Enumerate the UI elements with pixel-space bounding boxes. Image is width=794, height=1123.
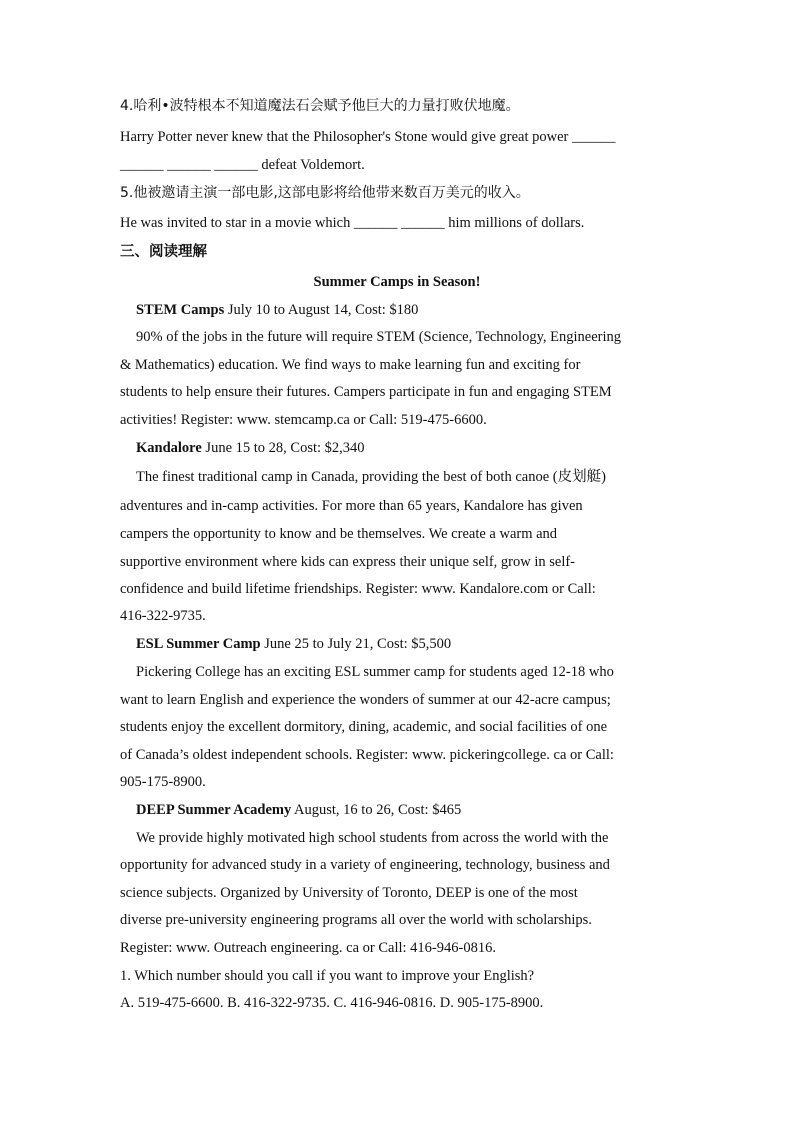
q4-english-line2: ______ ______ ______ defeat Voldemort. <box>120 157 365 173</box>
camp-deep-line: We provide highly motivated high school students from across the world with the <box>136 830 609 846</box>
camp-kandalore-line: adventures and in-camp activities. For more than 65 years, Kandalore has given <box>120 498 583 514</box>
camp-deep-line: science subjects. Organized by University of Toronto, DEEP is one of the most <box>120 885 578 901</box>
camp-kandalore-line: 416-322-9735. <box>120 608 206 624</box>
camp-header-deep <box>136 800 461 820</box>
camp-stem-line: students to help ensure their futures. Campers participate in fun and engaging STEM <box>120 384 612 400</box>
section-heading: 三、阅读理解 <box>120 244 207 260</box>
camp-info: August, 16 to 26, Cost: $465 <box>291 802 462 818</box>
camp-kandalore-line: confidence and build lifetime friendships. Register: www. Kandalore.com or Call: <box>120 581 596 597</box>
question-1-options: A. 519-475-6600. B. 416-322-9735. C. 416-946-0816. D. 905-175-8900. <box>120 995 544 1011</box>
camp-esl-line: of Canada’s oldest independent schools. Register: www. pickeringcollege. ca or Call: <box>120 747 614 763</box>
camp-kandalore-line: The finest traditional camp in Canada, providing the best of both canoe (皮划艇) <box>136 469 606 485</box>
camp-header-kandalore <box>136 438 365 458</box>
camp-info: July 10 to August 14, Cost: $180 <box>224 302 419 318</box>
camp-header-esl <box>136 634 451 654</box>
camp-kandalore-line: supportive environment where kids can express their unique self, grow in self- <box>120 554 576 570</box>
camp-esl-line: want to learn English and experience the wonders of summer at our 42-acre campus; <box>120 692 611 708</box>
camp-esl-line: 905-175-8900. <box>120 774 206 790</box>
camp-name: STEM Camps <box>136 302 225 318</box>
camp-kandalore-line: campers the opportunity to know and be themselves. We create a warm and <box>120 526 558 542</box>
camp-stem-line: activities! Register: www. stemcamp.ca or Call: 519-475-6600. <box>120 412 487 428</box>
q4-english-line1: Harry Potter never knew that the Philosopher's Stone would give great power ______ <box>120 129 616 145</box>
camp-stem-line: 90% of the jobs in the future will require STEM (Science, Technology, Engineering <box>136 329 622 345</box>
camp-stem-line: & Mathematics) education. We find ways to make learning fun and exciting for <box>120 357 581 373</box>
camp-info: June 25 to July 21, Cost: $5,500 <box>260 636 452 652</box>
passage-title: Summer Camps in Season! <box>313 274 481 290</box>
question-1-stem: 1. Which number should you call if you want to improve your English? <box>120 968 535 984</box>
camp-deep-line: opportunity for advanced study in a variety of engineering, technology, business and <box>120 857 610 873</box>
q4-chinese-sentence: 4.哈利•波特根本不知道魔法石会赋予他巨大的力量打败伏地魔。 <box>120 98 520 114</box>
q5-chinese-sentence: 5.他被邀请主演一部电影,这部电影将给他带来数百万美元的收入。 <box>120 185 530 201</box>
camp-name: DEEP Summer Academy <box>136 802 292 818</box>
camp-info: June 15 to 28, Cost: $2,340 <box>201 440 365 456</box>
camp-esl-line: students enjoy the excellent dormitory, dining, academic, and social facilities of one <box>120 719 608 735</box>
q5-english-line: He was invited to star in a movie which ______ ______ him millions of dollars. <box>120 215 585 231</box>
camp-name: Kandalore <box>136 440 202 456</box>
camp-deep-line: Register: www. Outreach engineering. ca or Call: 416-946-0816. <box>120 940 496 956</box>
camp-name: ESL Summer Camp <box>136 636 261 652</box>
camp-deep-line: diverse pre-university engineering programs all over the world with scholarships. <box>120 912 592 928</box>
camp-esl-line: Pickering College has an exciting ESL summer camp for students aged 12-18 who <box>136 664 614 680</box>
camp-header-stem <box>136 300 418 320</box>
